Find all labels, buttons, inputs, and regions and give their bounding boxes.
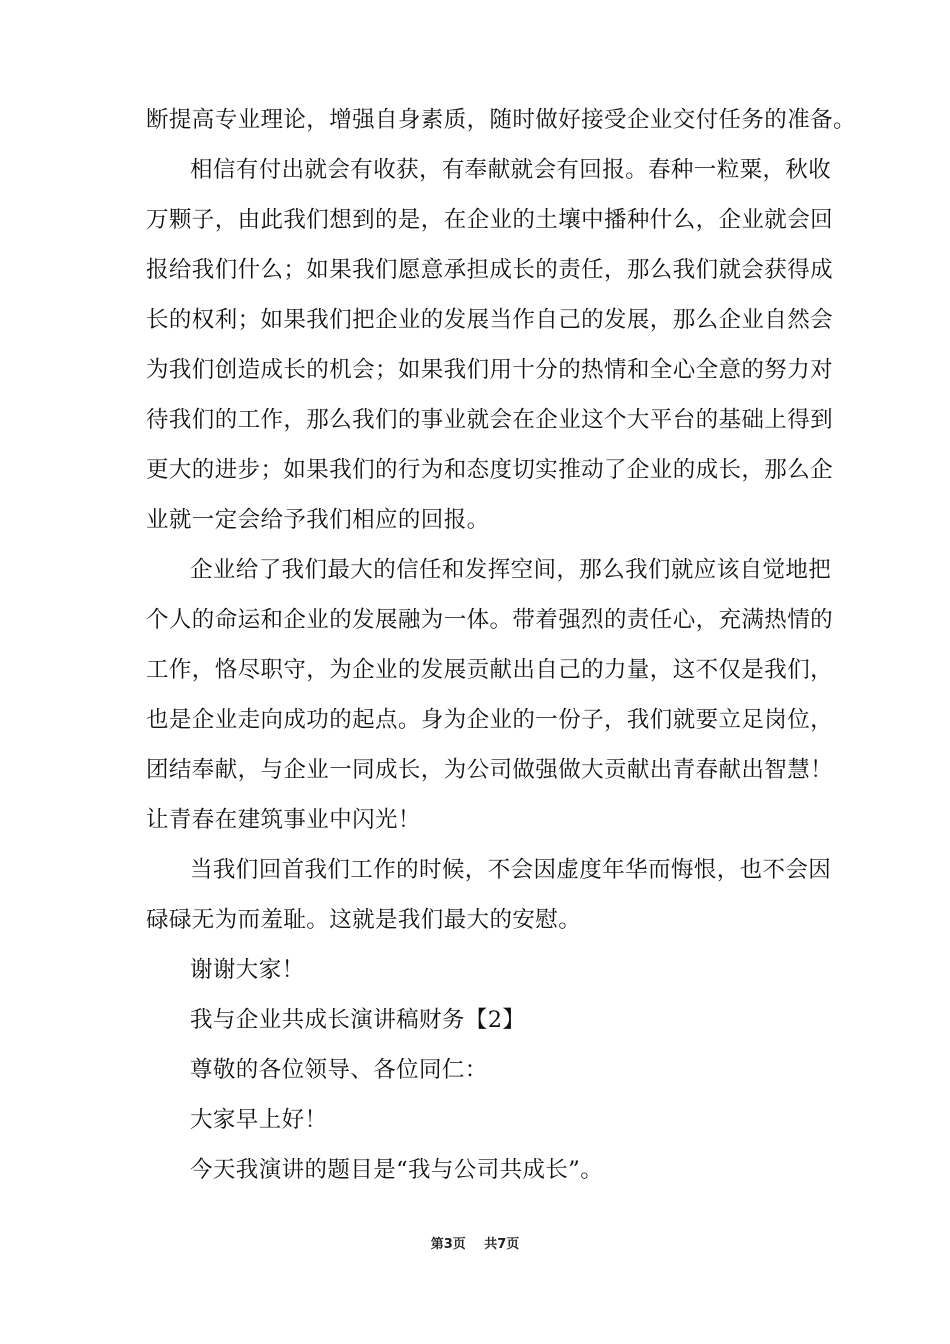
page-number-total: 共7页 <box>484 1237 520 1252</box>
text-line: 相信有付出就会有收获，有奉献就会有回报。春种一粒粟，秋收 <box>190 157 832 183</box>
text-line: 当我们回首我们工作的时候，不会因虚度年华而悔恨，也不会因 <box>190 857 832 883</box>
text-line: 长的权利；如果我们把企业的发展当作自己的发展，那么企业自然会 <box>146 307 834 333</box>
text-line: 大家早上好！ <box>190 1107 328 1133</box>
text-line: 工作，恪尽职守，为企业的发展贡献出自己的力量，这不仅是我们， <box>146 657 834 683</box>
text-line: 个人的命运和企业的发展融为一体。带着强烈的责任心，充满热情的 <box>146 607 834 633</box>
text-line: 今天我演讲的题目是“我与公司共成长”。 <box>190 1157 604 1183</box>
page-number-current: 第3页 <box>430 1237 466 1252</box>
text-line: 万颗子，由此我们想到的是，在企业的土壤中播种什么，企业就会回 <box>146 207 834 233</box>
text-line: 团结奉献，与企业一同成长，为公司做强做大贡献出青春献出智慧！ <box>146 757 834 783</box>
text-line: 谢谢大家！ <box>190 957 305 983</box>
text-line: 报给我们什么；如果我们愿意承担成长的责任，那么我们就会获得成 <box>146 257 834 283</box>
text-line: 业就一定会给予我们相应的回报。 <box>146 507 490 533</box>
text-line: 让青春在建筑事业中闪光！ <box>146 807 421 833</box>
text-line: 也是企业走向成功的起点。身为企业的一份子，我们就要立足岗位， <box>146 707 834 733</box>
text-line: 碌碌无为而羞耻。这就是我们最大的安慰。 <box>146 907 582 933</box>
text-line: 更大的进步；如果我们的行为和态度切实推动了企业的成长，那么企 <box>146 457 834 483</box>
section-heading: 我与企业共成长演讲稿财务【2】 <box>190 1007 526 1033</box>
text-line: 待我们的工作，那么我们的事业就会在企业这个大平台的基础上得到 <box>146 407 834 433</box>
text-line: 断提高专业理论，增强自身素质，随时做好接受企业交付任务的准备。 <box>146 107 856 133</box>
page-footer <box>0 1233 950 1252</box>
text-line: 企业给了我们最大的信任和发挥空间，那么我们就应该自觉地把 <box>190 557 832 583</box>
text-line: 为我们创造成长的机会；如果我们用十分的热情和全心全意的努力对 <box>146 357 834 383</box>
text-line: 尊敬的各位领导、各位同仁： <box>190 1057 488 1083</box>
